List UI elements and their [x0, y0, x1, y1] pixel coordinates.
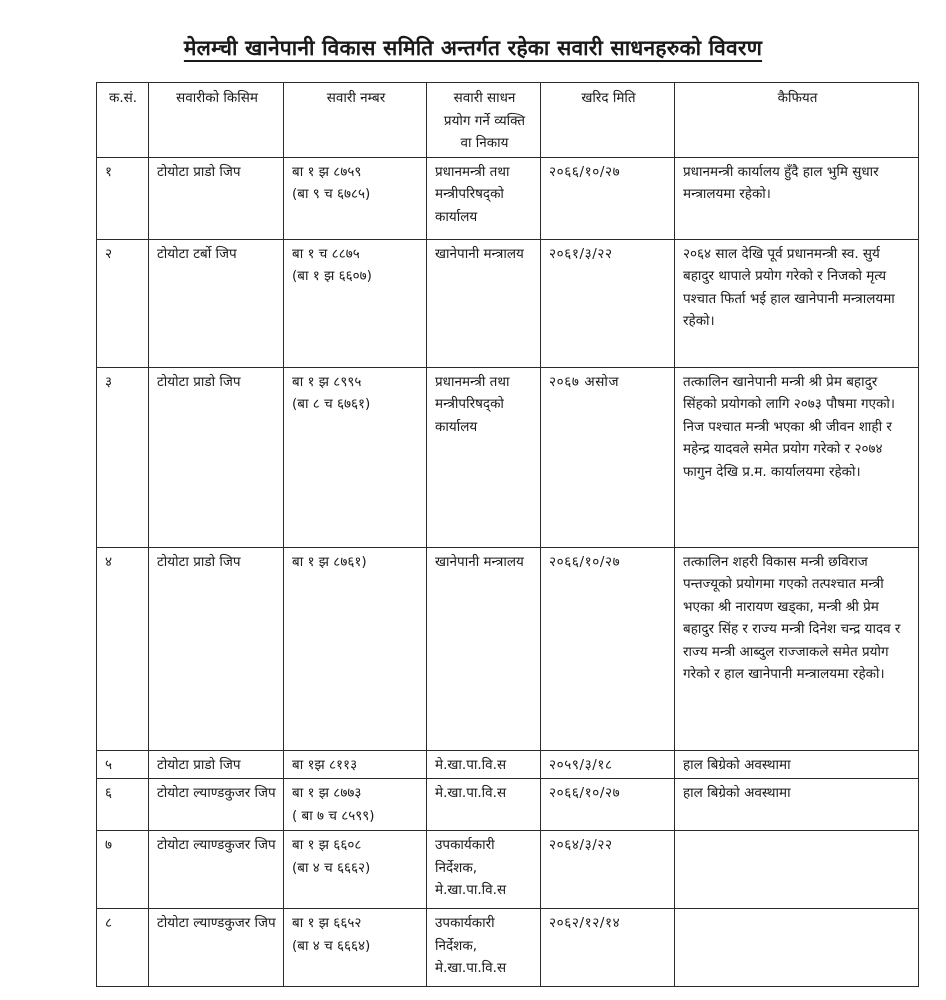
header-user-line-3: वा निकाय [460, 135, 509, 151]
row-vehicle-number [284, 239, 427, 367]
vehicle-number-old: (बा ४ च ६६६२) [292, 859, 371, 876]
page-title [0, 34, 946, 62]
vehicle-number: बा १ झ ६६५२ [292, 915, 362, 931]
row-vehicle-type: टोयोटा प्राडो जिप [149, 547, 284, 750]
table-row [97, 909, 919, 987]
vehicle-number: बा १ झ ८७७३ [292, 785, 362, 801]
header-serial: क.सं. [97, 83, 149, 158]
vehicle-number: बा १ च ८८७५ [292, 245, 360, 262]
header-vehicle-type: सवारीको किसिम [149, 83, 284, 158]
table-header-row [97, 83, 919, 158]
row-remarks: प्रधानमन्त्री कार्यालय हुँदै हाल भुमि सुधार मन्त्रालयमा रहेको। [675, 157, 919, 239]
row-serial: २ [97, 239, 149, 367]
row-user: प्रधानमन्त्री तथा मन्त्रीपरिषद्को कार्यालय [427, 157, 541, 239]
vehicle-number-old: ( बा ७ च ८५९९) [292, 807, 375, 824]
row-serial: ६ [97, 779, 149, 831]
row-vehicle-number [284, 909, 427, 987]
row-vehicle-number [284, 547, 427, 750]
header-vehicle-number: सवारी नम्बर [284, 83, 427, 158]
row-user: मे.खा.पा.वि.स [427, 750, 541, 779]
row-vehicle-type: टोयोटा ल्याण्डकुजर जिप [149, 779, 284, 831]
row-vehicle-number [284, 779, 427, 831]
vehicle-number-old: (बा ४ च ६६६४) [292, 937, 371, 954]
vehicle-number: बा १झ ८११३ [292, 756, 358, 773]
vehicle-number-old: (बा ९ च ६७८५) [292, 186, 371, 202]
row-vehicle-type: टोयोटा प्राडो जिप [149, 367, 284, 547]
row-remarks: २०६४ साल देखि पूर्व प्रधानमन्त्री स्व. सुर्य बहादुर थापाले प्रयोग गरेको र निजको मृत्य पश्चात फिर्ता भई हाल खानेपानी मन्त्रालयमा रहेको। [675, 239, 919, 367]
header-user [427, 83, 541, 158]
row-purchase-date: २०६६/१०/२७ [541, 547, 675, 750]
row-serial: १ [97, 157, 149, 239]
row-remarks: तत्कालिन शहरी विकास मन्त्री छविराज पन्तज्यूको प्रयोगमा गएको तत्पश्चात मन्त्री भएका श्री नारायण खड्का, मन्त्री श्री प्रेम बहादुर सिंह र राज्य मन्त्री दिनेश चन्द्र यादव र राज्य मन्त्री आब्दुल राज्जाकले समेत प्रयोग गरेको र हाल खानेपानी मन्त्रालयमा रहेको। [675, 547, 919, 750]
row-remarks: हाल बिग्रेको अवस्थामा [675, 779, 919, 831]
vehicle-number: बा १ झ ८७५९ [292, 163, 362, 180]
row-remarks [675, 909, 919, 987]
row-vehicle-type: टोयोटा प्राडो जिप [149, 157, 284, 239]
row-user: उपकार्यकारी निर्देशक, मे.खा.पा.वि.स [427, 909, 541, 987]
row-user: खानेपानी मन्त्रालय [427, 239, 541, 367]
table-row [97, 367, 919, 547]
vehicle-number-old: (बा ८ च ६७६१) [292, 396, 371, 412]
row-purchase-date: २०६४/३/२२ [541, 831, 675, 909]
row-remarks: तत्कालिन खानेपानी मन्त्री श्री प्रेम बहादुर सिंहको प्रयोगको लागि २०७३ पौषमा गएको। निज पश्चात मन्त्री भएका श्री जीवन शाही र महेन्द्र यादवले समेत प्रयोग गरेको र २०७४ फागुन देखि प्र.म. कार्यालयमा रहेको। [675, 367, 919, 547]
row-vehicle-number [284, 367, 427, 547]
row-vehicle-number [284, 157, 427, 239]
row-purchase-date: २०६२/१२/१४ [541, 909, 675, 987]
vehicle-number: बा १ झ ८७६१) [292, 553, 367, 570]
row-purchase-date: २०६६/१०/२७ [541, 157, 675, 239]
header-user-line-2: प्रयोग गर्ने व्यक्ति [443, 112, 526, 129]
row-serial: ५ [97, 750, 149, 779]
header-purchase-date: खरिद मिति [541, 83, 675, 158]
vehicle-number-old: (बा १ झ ६६०७) [292, 268, 372, 284]
row-user: खानेपानी मन्त्रालय [427, 547, 541, 750]
vehicle-number: बा १ झ ८९९५ [292, 373, 362, 390]
row-vehicle-number [284, 831, 427, 909]
table-row [97, 750, 919, 779]
row-remarks [675, 831, 919, 909]
row-vehicle-number [284, 750, 427, 779]
row-purchase-date: २०६१/३/२२ [541, 239, 675, 367]
vehicle-number: बा १ झ ६६०८ [292, 837, 362, 853]
header-user-line-1: सवारी साधन [453, 90, 516, 106]
row-serial: ८ [97, 909, 149, 987]
table-row [97, 157, 919, 239]
row-serial: ४ [97, 547, 149, 750]
row-remarks: हाल बिग्रेको अवस्थामा [675, 750, 919, 779]
row-vehicle-type: टोयोटा ल्याण्डकुजर जिप [149, 831, 284, 909]
row-vehicle-type: टोयोटा टर्बो जिप [149, 239, 284, 367]
vehicle-table [96, 82, 919, 987]
row-vehicle-type: टोयोटा प्राडो जिप [149, 750, 284, 779]
page-title-text: मेलम्ची खानेपानी विकास समिति अन्तर्गत रहेका सवारी साधनहरुको विवरण [183, 36, 763, 60]
row-user: मे.खा.पा.वि.स [427, 779, 541, 831]
table-row [97, 831, 919, 909]
row-purchase-date: २०५९/३/१८ [541, 750, 675, 779]
row-user: उपकार्यकारी निर्देशक, मे.खा.पा.वि.स [427, 831, 541, 909]
row-purchase-date: २०६७ असोज [541, 367, 675, 547]
row-serial: ३ [97, 367, 149, 547]
header-remarks: कैफियत [675, 83, 919, 158]
row-user: प्रधानमन्त्री तथा मन्त्रीपरिषद्को कार्यालय [427, 367, 541, 547]
row-serial: ७ [97, 831, 149, 909]
row-purchase-date: २०६६/१०/२७ [541, 779, 675, 831]
table-row [97, 547, 919, 750]
table-row [97, 239, 919, 367]
row-vehicle-type: टोयोटा ल्याण्डकुजर जिप [149, 909, 284, 987]
table-row [97, 779, 919, 831]
